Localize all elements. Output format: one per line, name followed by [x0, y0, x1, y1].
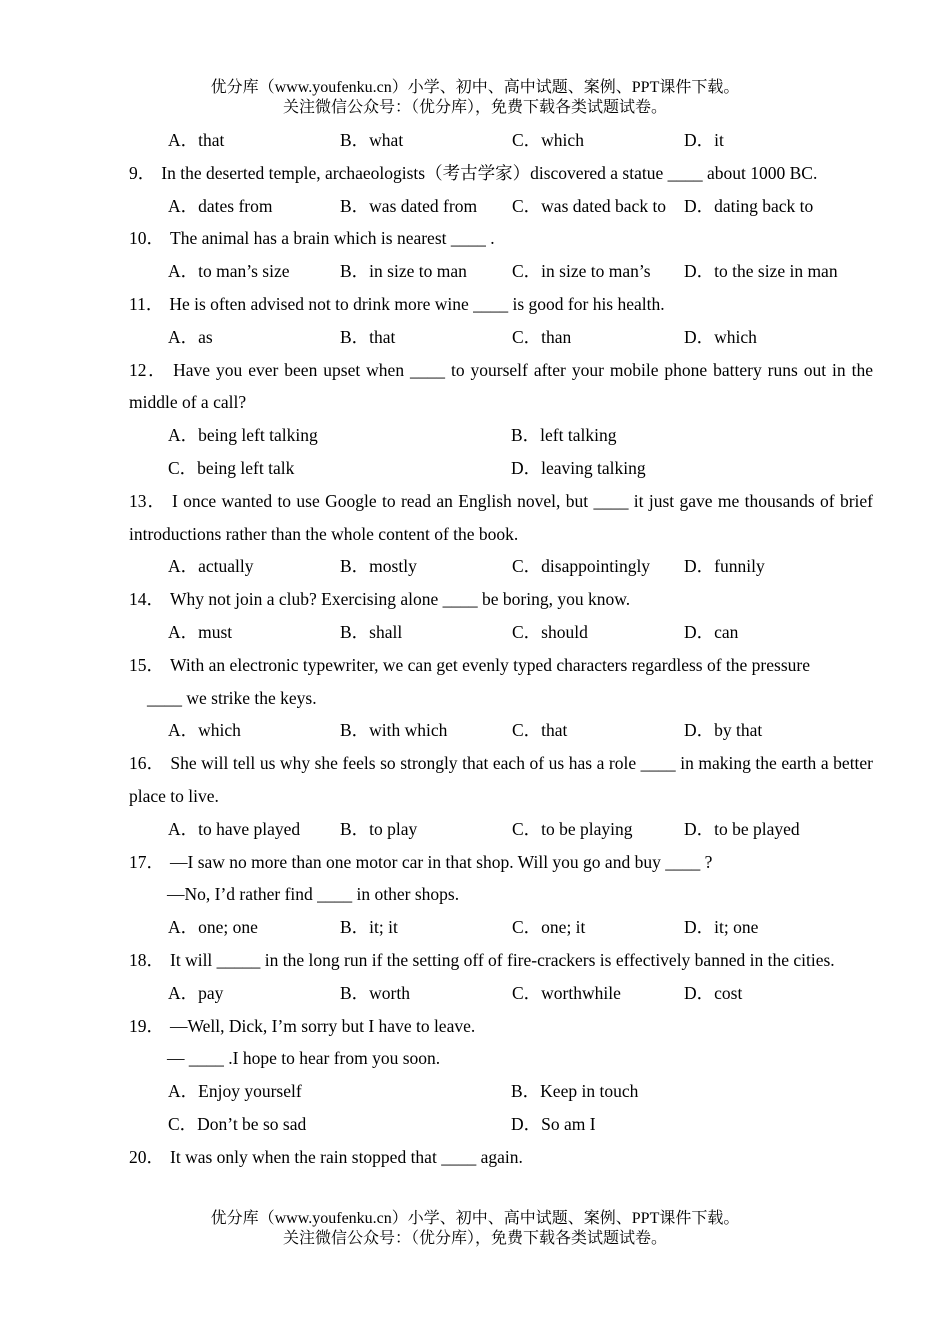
header-line-2: 关注微信公众号：（优分库），免费下载各类试题试卷。 [282, 99, 667, 116]
q8-option-c: C．which [512, 130, 584, 150]
q13-option-c: C．disappointingly [512, 556, 651, 577]
q18-options [129, 977, 873, 1010]
page-footer [0, 1209, 950, 1249]
question-18-number: 18． [129, 949, 164, 970]
question-15-text-line-2: ____ we strike the keys. [147, 687, 317, 708]
q17-option-a: A．one; one [168, 917, 258, 938]
q19-option-b: B．Keep in touch [511, 1081, 639, 1102]
question-13 [129, 485, 873, 551]
q11-option-d: D．which [684, 326, 757, 347]
q8-option-a: A．that [168, 130, 225, 150]
q15-option-c: C．that [512, 720, 568, 741]
question-15 [129, 649, 873, 682]
question-15-continuation [129, 682, 873, 715]
q16-option-d: D．to be played [684, 818, 800, 839]
q13-option-b: B．mostly [340, 556, 417, 577]
question-9 [129, 157, 873, 190]
question-17-reply [129, 878, 873, 911]
q12-options-row-2 [129, 452, 873, 485]
question-10-text: The animal has a brain which is nearest ____ . [170, 228, 495, 249]
question-18-text: It will _____ in the long run if the setting off of fire-crackers is effectively banned in the cities. [170, 949, 835, 970]
question-16 [129, 747, 873, 813]
q15-option-a: A．which [168, 720, 241, 741]
q10-option-d: D．to the size in man [684, 261, 838, 282]
q19-options-row-2 [129, 1108, 873, 1141]
question-15-text-line-1: With an electronic typewriter, we can get evenly typed characters regardless of the pressure [170, 654, 810, 675]
question-12-number: 12． [129, 359, 168, 380]
q14-option-c: C．should [512, 621, 588, 642]
q11-option-c: C．than [512, 326, 572, 347]
q16-option-a: A．to have played [168, 818, 301, 839]
q17-option-c: C．one; it [512, 917, 586, 938]
question-14-text: Why not join a club? Exercising alone ____ be boring, you know. [170, 589, 631, 610]
q9-option-b: B．was dated from [340, 195, 478, 216]
q16-options [129, 813, 873, 846]
q19-option-a: A．Enjoy yourself [168, 1081, 302, 1102]
question-9-number: 9． [129, 162, 156, 183]
q14-option-a: A．must [168, 621, 233, 642]
q15-options [129, 714, 873, 747]
question-19-line-1: —Well, Dick, I’m sorry but I have to leave. [170, 1015, 476, 1036]
question-16-text: She will tell us why she feels so strongly that each of us has a role ____ in making the earth a better place to live. [129, 753, 874, 806]
q16-option-c: C．to be playing [512, 818, 633, 839]
question-14-number: 14． [129, 589, 164, 610]
question-19-number: 19． [129, 1015, 164, 1036]
question-10 [129, 222, 873, 255]
q15-option-d: D．by that [684, 720, 763, 741]
q12-option-a: A．being left talking [168, 425, 318, 446]
q13-options [129, 550, 873, 583]
q18-option-a: A．pay [168, 982, 224, 1003]
q10-option-c: C．in size to man’s [512, 261, 651, 282]
q17-options [129, 911, 873, 944]
q14-option-b: B．shall [340, 621, 403, 642]
question-20 [129, 1141, 873, 1174]
question-18 [129, 944, 873, 977]
q17-option-d: D．it; one [684, 917, 759, 938]
q9-option-a: A．dates from [168, 195, 273, 216]
q15-option-b: B．with which [340, 720, 448, 741]
q9-option-c: C．was dated back to [512, 195, 667, 216]
question-11-number: 11． [129, 293, 164, 314]
question-13-text: I once wanted to use Google to read an English novel, but ____ it just gave me thousands of brief introductions rather than the whole content of the book. [129, 490, 873, 544]
footer-line-1: 优分库（www.youfenku.cn）小学、初中、高中试题、案例、PPT课件下载。 [210, 1210, 740, 1227]
q13-option-d: D．funnily [684, 556, 765, 577]
q10-options [129, 255, 873, 288]
q19-option-c: C．Don’t be so sad [168, 1113, 307, 1134]
q18-option-c: C．worthwhile [512, 982, 621, 1003]
q11-option-a: A．as [168, 326, 213, 347]
q12-options-row-1 [129, 419, 873, 452]
q10-option-a: A．to man’s size [168, 261, 290, 282]
question-19-line-2: — ____ .I hope to hear from you soon. [167, 1048, 441, 1069]
question-17 [129, 846, 873, 879]
q11-options [129, 321, 873, 354]
q14-options [129, 616, 873, 649]
q16-option-b: B．to play [340, 818, 418, 839]
question-13-number: 13． [129, 490, 166, 511]
q11-option-b: B．that [340, 326, 396, 347]
question-17-line-1: —I saw no more than one motor car in that shop. Will you go and buy ____ ? [170, 851, 713, 872]
question-16-number: 16． [129, 753, 165, 774]
question-14 [129, 583, 873, 616]
q8-option-d: D．it [684, 130, 724, 150]
question-10-number: 10． [129, 228, 164, 249]
q12-option-d: D．leaving talking [511, 457, 646, 478]
q17-option-b: B．it; it [340, 917, 398, 938]
q8-options [129, 124, 873, 157]
q13-option-a: A．actually [168, 556, 254, 577]
question-list [129, 124, 873, 1174]
header-line-1: 优分库（www.youfenku.cn）小学、初中、高中试题、案例、PPT课件下载。 [210, 79, 740, 96]
question-11 [129, 288, 873, 321]
q9-options [129, 190, 873, 223]
question-20-text: It was only when the rain stopped that ____ again. [170, 1146, 523, 1167]
question-15-number: 15． [129, 654, 164, 675]
q14-option-d: D．can [684, 621, 739, 642]
q19-option-d: D．So am I [511, 1113, 596, 1134]
q18-option-b: B．worth [340, 982, 410, 1003]
question-11-text: He is often advised not to drink more wine ____ is good for his health. [169, 293, 665, 314]
q10-option-b: B．in size to man [340, 261, 467, 282]
q12-option-c: C．being left talk [168, 457, 295, 478]
q12-option-b: B．left talking [511, 425, 617, 446]
question-17-number: 17． [129, 851, 164, 872]
question-9-text: In the deserted temple, archaeologists（考古学家）discovered a statue ____ about 1000 BC. [161, 162, 818, 183]
footer-line-2: 关注微信公众号：（优分库），免费下载各类试题试卷。 [282, 1230, 667, 1247]
question-19 [129, 1010, 873, 1043]
q9-option-d: D．dating back to [684, 195, 814, 216]
question-12 [129, 354, 873, 420]
question-20-number: 20． [129, 1146, 164, 1167]
page-header [0, 78, 950, 118]
q19-options-row-1 [129, 1075, 873, 1108]
question-12-text: Have you ever been upset when ____ to yourself after your mobile phone battery runs out in the middle of a call? [129, 359, 874, 413]
question-19-reply [129, 1042, 873, 1075]
question-17-line-2: —No, I’d rather find ____ in other shops. [167, 884, 460, 905]
q18-option-d: D．cost [684, 982, 743, 1003]
q8-option-b: B．what [340, 130, 404, 150]
